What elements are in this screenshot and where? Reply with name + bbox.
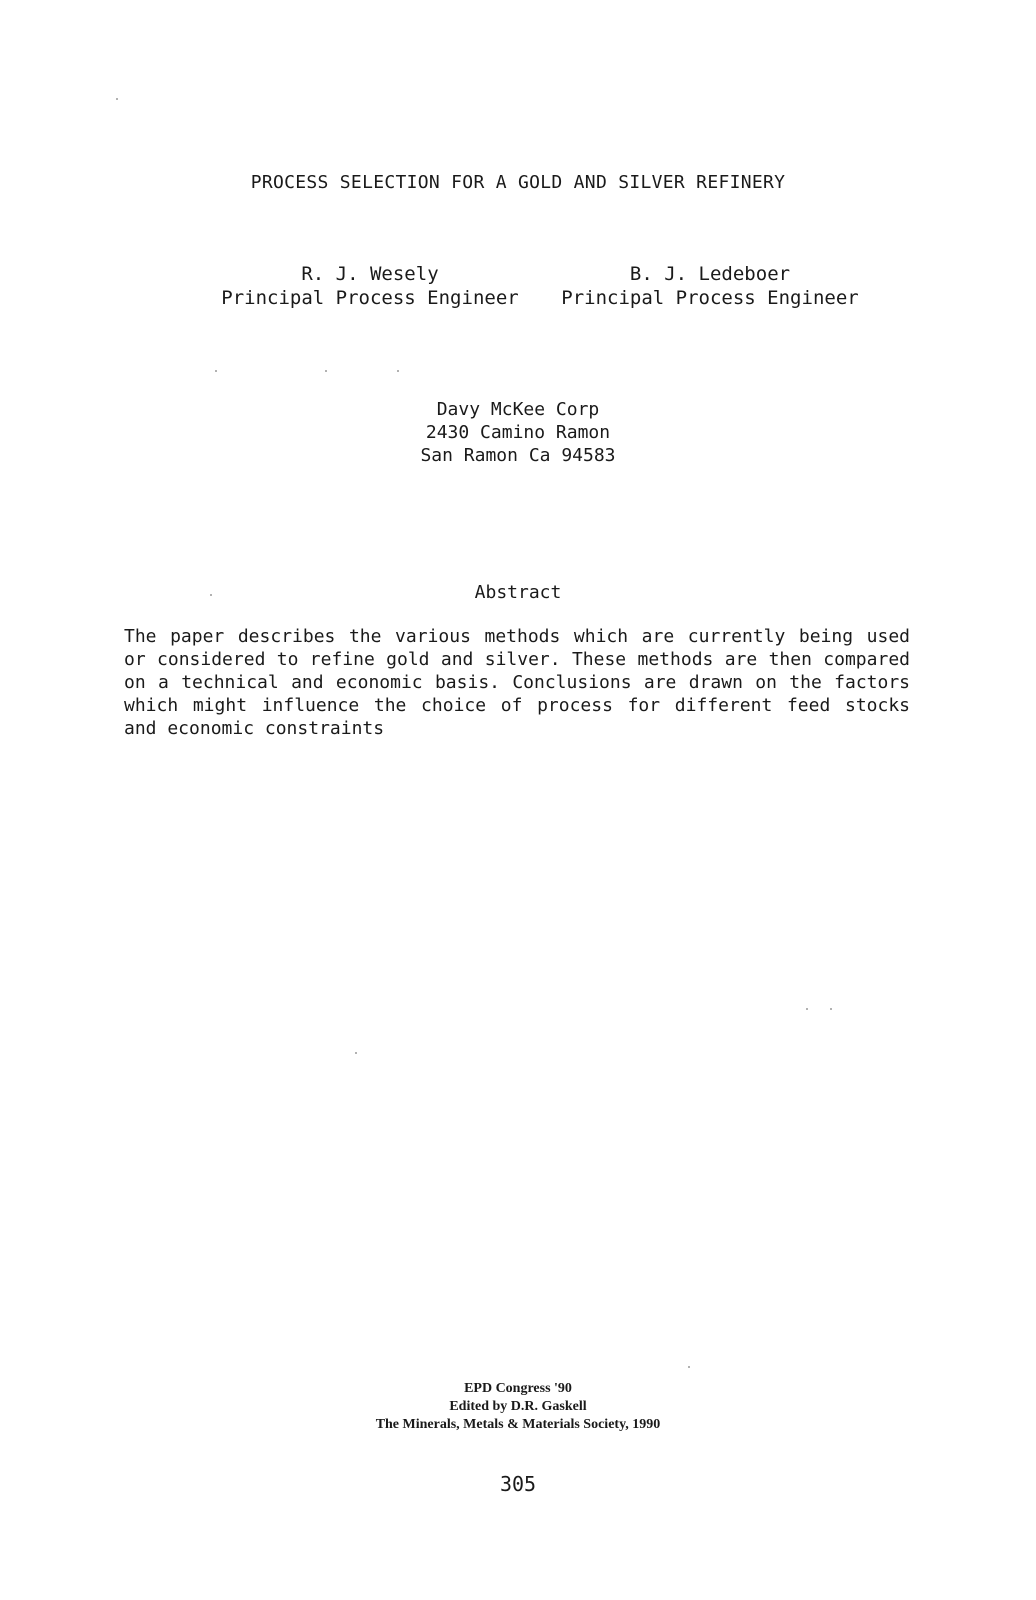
author-block-1 (220, 262, 520, 310)
scan-speck (210, 594, 212, 596)
page-number: 305 (499, 1472, 537, 1496)
author-block-2 (560, 262, 860, 310)
scan-speck (116, 98, 118, 100)
scan-speck (325, 370, 327, 372)
scan-speck (806, 1008, 808, 1010)
affiliation-city: San Ramon Ca 94583 (420, 445, 616, 466)
author-role: Principal Process Engineer (561, 287, 859, 309)
proceedings-info (0, 1380, 1036, 1434)
scan-speck (215, 370, 217, 372)
proceedings-congress: EPD Congress '90 (464, 1381, 572, 1396)
abstract-text: The paper describes the various methods which are currently being used or considered to refine gold and silver. These methods are then compared on a technical and economic basis. Conclusions are drawn on the factors which might influence the choice of process for different feed stocks and economic constraints (124, 626, 910, 739)
affiliation-street: 2430 Camino Ramon (425, 422, 611, 443)
affiliation-company: Davy McKee Corp (436, 399, 600, 420)
scan-speck (830, 1008, 832, 1010)
abstract-heading: Abstract (474, 582, 562, 603)
scan-speck (688, 1366, 690, 1368)
proceedings-editor: Edited by D.R. Gaskell (449, 1399, 587, 1414)
affiliation (0, 398, 1036, 467)
proceedings-publisher: The Minerals, Metals & Materials Society, 1990 (375, 1417, 661, 1432)
author-role: Principal Process Engineer (221, 287, 519, 309)
paper-title: PROCESS SELECTION FOR A GOLD AND SILVER REFINERY (250, 172, 786, 193)
scan-speck (397, 370, 399, 372)
author-name: R. J. Wesely (301, 263, 439, 285)
author-name: B. J. Ledeboer (629, 263, 791, 285)
scan-speck (355, 1052, 357, 1054)
